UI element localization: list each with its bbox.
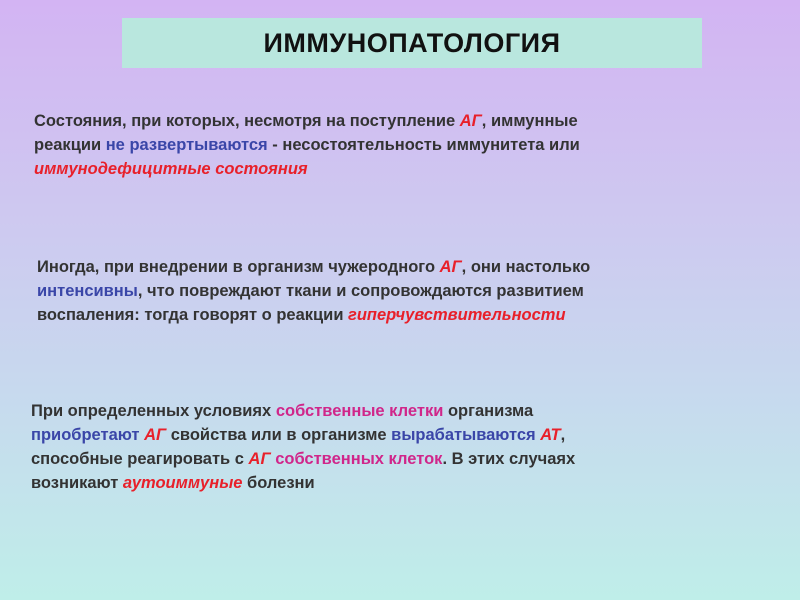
text-segment: , что повреждают ткани и сопровождаются развитием [137, 282, 584, 300]
highlight-own-cells: собственные клетки [275, 402, 444, 420]
text-segment: возникают [31, 474, 123, 492]
highlight-ag: АГ [248, 450, 271, 468]
highlight-ag: АГ [144, 426, 167, 444]
text-segment: воспаления: тогда говорят о реакции [37, 306, 349, 324]
highlight-own-cells-2: собственных клеток [275, 450, 443, 468]
highlight-hypersensitivity: гиперчувствительности [348, 306, 566, 324]
highlight-ag: АГ [439, 258, 462, 276]
text-segment: , иммунные [481, 112, 578, 130]
text-segment: - несостоятельность иммунитета или [267, 136, 580, 154]
text-segment: При определенных условиях [31, 402, 276, 420]
paragraph-autoimmune [31, 399, 731, 495]
text-segment: , они настолько [461, 258, 591, 276]
text-segment: организма [443, 402, 534, 420]
text-segment: , [560, 426, 566, 444]
highlight-at: АТ [540, 426, 561, 444]
text-segment: свойства или в организме [166, 426, 392, 444]
paragraph-immunodeficiency [34, 109, 734, 181]
slide-title: ИММУНОПАТОЛОГИЯ [263, 27, 561, 58]
text-segment: Состояния, при которых, несмотря на поступление [34, 112, 460, 130]
highlight-acquire: приобретают [31, 426, 140, 444]
text-segment: способные реагировать с [31, 450, 249, 468]
paragraph-hypersensitivity [37, 255, 737, 327]
text-segment: . В этих случаях [442, 450, 576, 468]
text-segment: реакции [34, 136, 106, 154]
highlight-ag: АГ [459, 112, 482, 130]
title-box [122, 18, 702, 68]
highlight-intensive: интенсивны [37, 282, 138, 300]
highlight-produced: вырабатываются [391, 426, 536, 444]
highlight-autoimmune: аутоиммуные [122, 474, 243, 492]
highlight-not-developing: не развертываются [105, 136, 268, 154]
text-segment: Иногда, при внедрении в организм чужеродного [37, 258, 440, 276]
highlight-immunodeficiency-states: иммунодефицитные состояния [34, 160, 308, 178]
text-segment: болезни [242, 474, 315, 492]
